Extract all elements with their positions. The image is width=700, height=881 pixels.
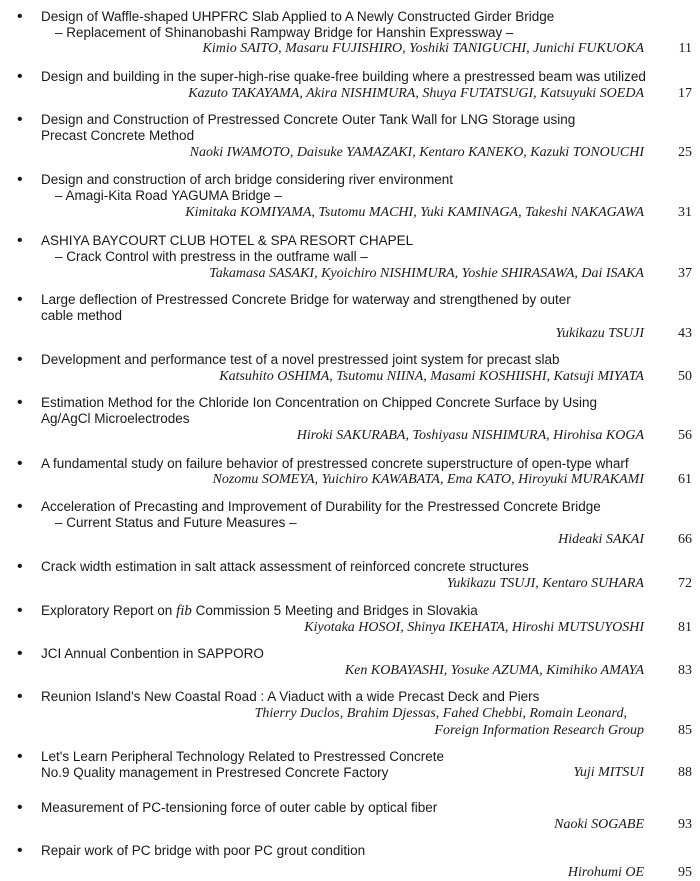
toc-entry-title-line[interactable]: ASHIYA BAYCOURT CLUB HOTEL & SPA RESORT CHAPEL: [41, 233, 414, 248]
bullet-icon: •: [17, 602, 23, 619]
toc-entry-title-line[interactable]: Large deflection of Prestressed Concrete Bridge for waterway and strengthened by outer: [41, 292, 571, 307]
toc-entry-title-line[interactable]: Ag/AgCl Microelectrodes: [41, 411, 190, 426]
toc-entry-page-number[interactable]: 50: [678, 369, 692, 384]
toc-entry-authors: Hideaki SAKAI: [558, 532, 644, 547]
bullet-icon: •: [17, 8, 23, 25]
toc-entry-authors: Naoki SOGABE: [554, 817, 644, 832]
toc-entry-page-number[interactable]: 25: [678, 145, 692, 160]
toc-entry-page-number[interactable]: 43: [678, 326, 692, 341]
toc-entry-title-line[interactable]: Reunion Island's New Coastal Road : A Viaduct with a wide Precast Deck and Piers: [41, 689, 540, 704]
toc-entry-page-number[interactable]: 61: [678, 472, 692, 487]
toc-entry-authors: Thierry Duclos, Brahim Djessas, Fahed Chebbi, Romain Leonard,: [254, 706, 627, 721]
toc-entry-page-number[interactable]: 93: [678, 817, 692, 832]
bullet-icon: •: [17, 111, 23, 128]
toc-entry-title-line[interactable]: – Replacement of Shinanobashi Rampway Bridge for Hanshin Expressway –: [55, 25, 514, 40]
toc-entry-title-line[interactable]: JCI Annual Conbention in SAPPORO: [41, 646, 264, 661]
toc-entry-authors: Hirohumi OE: [567, 865, 644, 880]
toc-entry-title-line[interactable]: – Amagi-Kita Road YAGUMA Bridge –: [55, 188, 282, 203]
toc-entry-page-number[interactable]: 31: [678, 205, 692, 220]
toc-entry-authors: Kimio SAITO, Masaru FUJISHIRO, Yoshiki TANIGUCHI, Junichi FUKUOKA: [202, 41, 644, 56]
toc-entry-page-number[interactable]: 17: [678, 86, 692, 101]
toc-entry-title-line[interactable]: Development and performance test of a novel prestressed joint system for precast slab: [41, 352, 560, 367]
toc-entry-title-line[interactable]: Design and Construction of Prestressed Concrete Outer Tank Wall for LNG Storage using: [41, 112, 576, 127]
toc-entry-authors: Kimitaka KOMIYAMA, Tsutomu MACHI, Yuki KAMINAGA, Takeshi NAKAGAWA: [185, 205, 644, 220]
toc-entry-authors: Naoki IWAMOTO, Daisuke YAMAZAKI, Kentaro KANEKO, Kazuki TONOUCHI: [189, 145, 644, 160]
toc-entry-authors: Yuji MITSUI: [573, 765, 644, 780]
bullet-icon: •: [17, 645, 23, 662]
toc-entry-title-line[interactable]: Exploratory Report on fib Commission 5 Meeting and Bridges in Slovakia: [41, 603, 478, 619]
toc-entry-title-line[interactable]: A fundamental study on failure behavior of prestressed concrete superstructure of open-type wharf: [41, 456, 629, 471]
toc-entry-title-line[interactable]: cable method: [41, 308, 123, 323]
toc-entry-authors: Kiyotaka HOSOI, Shinya IKEHATA, Hiroshi MUTSUYOSHI: [304, 620, 644, 635]
toc-entry-title-line[interactable]: Precast Concrete Method: [41, 128, 195, 143]
bullet-icon: •: [17, 171, 23, 188]
bullet-icon: •: [17, 351, 23, 368]
bullet-icon: •: [17, 455, 23, 472]
bullet-icon: •: [17, 232, 23, 249]
toc-entry-authors: Foreign Information Research Group: [434, 723, 644, 738]
toc-entry-page-number[interactable]: 37: [678, 266, 692, 281]
bullet-icon: •: [17, 558, 23, 575]
bullet-icon: •: [17, 748, 23, 765]
toc-entry-authors: Kazuto TAKAYAMA, Akira NISHIMURA, Shuya FUTATSUGI, Katsuyuki SOEDA: [188, 86, 644, 101]
bullet-icon: •: [17, 688, 23, 705]
toc-entry-title-line[interactable]: Design and building in the super-high-rise quake-free building where a prestressed beam was utilized: [41, 69, 646, 84]
bullet-icon: •: [17, 68, 23, 85]
toc-entry-page-number[interactable]: 88: [678, 765, 692, 780]
toc-entry-page-number[interactable]: 56: [678, 428, 692, 443]
toc-entry-authors: Takamasa SASAKI, Kyoichiro NISHIMURA, Yoshie SHIRASAWA, Dai ISAKA: [209, 266, 644, 281]
toc-entry-authors: Katsuhito OSHIMA, Tsutomu NIINA, Masami KOSHIISHI, Katsuji MIYATA: [219, 369, 644, 384]
toc-entry-title-line[interactable]: Crack width estimation in salt attack assessment of reinforced concrete structures: [41, 559, 529, 574]
toc-entry-authors: Nozomu SOMEYA, Yuichiro KAWABATA, Ema KATO, Hiroyuki MURAKAMI: [212, 472, 644, 487]
bullet-icon: •: [17, 394, 23, 411]
toc-entry-page-number[interactable]: 81: [678, 620, 692, 635]
toc-entry-title-line[interactable]: – Current Status and Future Measures –: [55, 515, 297, 530]
toc-entry-page-number[interactable]: 85: [678, 723, 692, 738]
toc-entry-title-line[interactable]: Estimation Method for the Chloride Ion Concentration on Chipped Concrete Surface by Using: [41, 395, 598, 410]
toc-entry-authors: Yukikazu TSUJI: [555, 326, 644, 341]
bullet-icon: •: [17, 498, 23, 515]
toc-entry-title-line[interactable]: Measurement of PC-tensioning force of outer cable by optical fiber: [41, 800, 438, 815]
toc-entry-title-line[interactable]: Design and construction of arch bridge considering river environment: [41, 172, 453, 187]
toc-entry-page-number[interactable]: 95: [678, 865, 692, 880]
toc-entry-page-number[interactable]: 11: [678, 41, 692, 56]
toc-entry-page-number[interactable]: 83: [678, 663, 692, 678]
toc-entry-page-number[interactable]: 72: [678, 576, 692, 591]
toc-entry-title-line[interactable]: Repair work of PC bridge with poor PC grout condition: [41, 843, 366, 858]
toc-entry-authors: Hiroki SAKURABA, Toshiyasu NISHIMURA, Hirohisa KOGA: [296, 428, 644, 443]
toc-entry-title-line[interactable]: – Crack Control with prestress in the outframe wall –: [55, 249, 368, 264]
toc-entry-title-line[interactable]: Acceleration of Precasting and Improvement of Durability for the Prestressed Concrete Bridge: [41, 499, 601, 514]
toc-entry-authors: Yukikazu TSUJI, Kentaro SUHARA: [446, 576, 644, 591]
toc-entry-title-line[interactable]: Design of Waffle-shaped UHPFRC Slab Applied to A Newly Constructed Girder Bridge: [41, 9, 555, 24]
bullet-icon: •: [17, 291, 23, 308]
bullet-icon: •: [17, 799, 23, 816]
toc-entry-title-line[interactable]: No.9 Quality management in Prestresed Concrete Factory: [41, 765, 389, 780]
toc-entry-page-number[interactable]: 66: [678, 532, 692, 547]
bullet-icon: •: [17, 842, 23, 859]
toc-entry-title-line[interactable]: Let's Learn Peripheral Technology Related to Prestressed Concrete: [41, 749, 445, 764]
toc-entry-authors: Ken KOBAYASHI, Yosuke AZUMA, Kimihiko AMAYA: [344, 663, 644, 678]
